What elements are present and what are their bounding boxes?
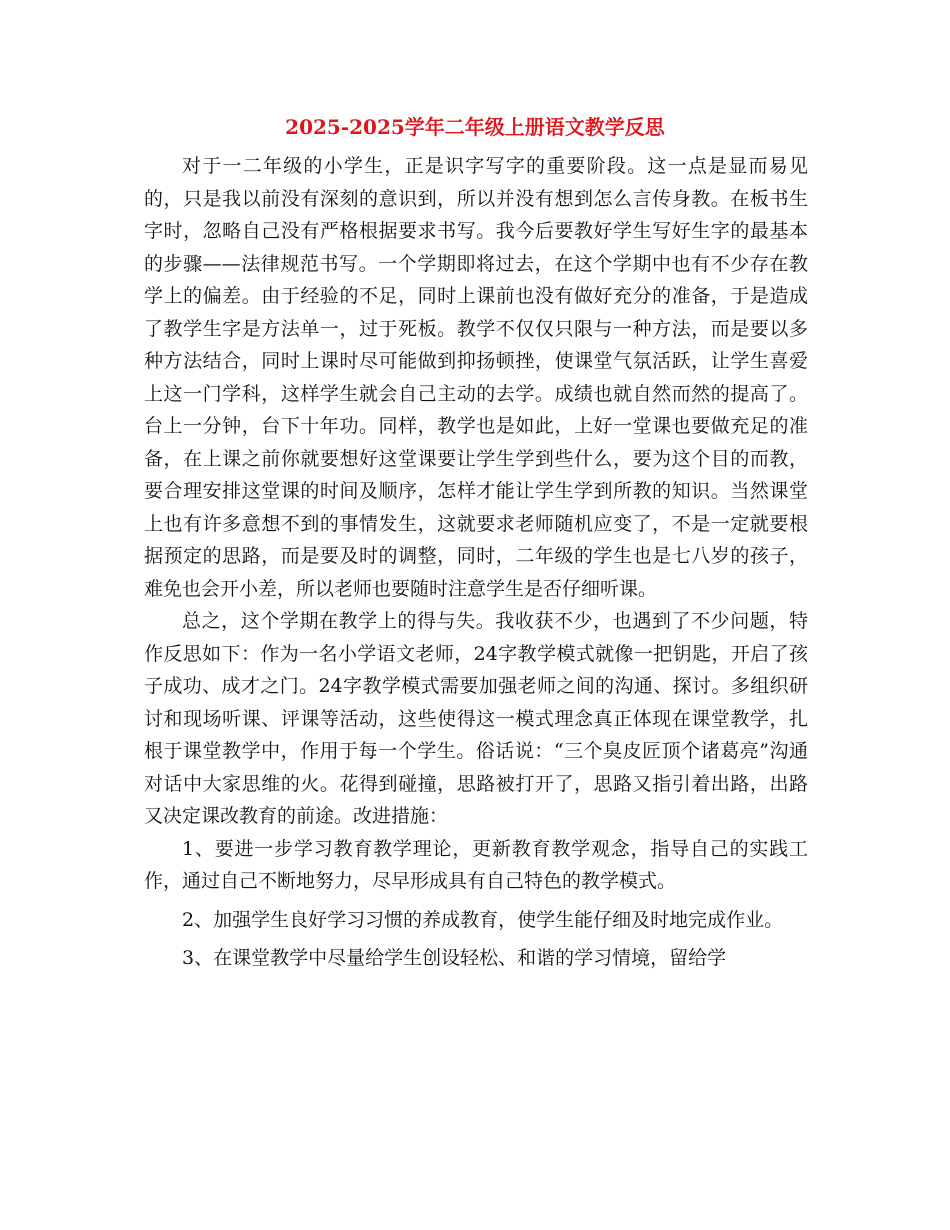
document-title: 2025-2025学年二年级上册语文教学反思 [285,115,665,139]
list-item-measure-1: 1、要进一步学习教育教学理论，更新教育教学观念，指导自己的实践工作，通过自己不断地努力，尽早形成具有自己特色的教学模式。 [144,837,808,892]
paragraph-summary: 总之，这个学期在教学上的得与失。我收获不少，也遇到了不少问题，特作反思如下：作为一名小学语文老师，24字教学模式就像一把钥匙，开启了孩子成功、成才之门。24字教学模式需要加强老师之间的沟通、探讨。多组织研讨和现场听课、评课等活动，这些使得这一模式理念真正体现在课堂教学，扎根于课堂教学中，作用于每一个学生。俗话说：“三个臭皮匠顶个诸葛亮”沟通对话中大家思维的火。花得到碰撞，思路被打开了，思路又指引着出路，出路又决定课改教育的前途。改进措施： [144,610,808,827]
paragraph-reflection: 对于一二年级的小学生，正是识字写字的重要阶段。这一点是显而易见的，只是我以前没有深刻的意识到，所以并没有想到怎么言传身教。在板书生字时，忽略自己没有严格根据要求书写。我今后要教好学生写好生字的最基本的步骤——法律规范书写。一个学期即将过去，在这个学期中也有不少存在教学上的偏差。由于经验的不足，同时上课前也没有做好充分的准备，于是造成了教学生字是方法单一，过于死板。教学不仅仅只限与一种方法，而是要以多种方法结合，同时上课时尽可能做到抑扬顿挫，使课堂气氛活跃，让学生喜爱上这一门学科，这样学生就会自己主动的去学。成绩也就自然而然的提高了。台上一分钟，台下十年功。同样，教学也是如此，上好一堂课也要做充足的准备，在上课之前你就要想好这堂课要让学生学到些什么，要为这个目的而教，要合理安排这堂课的时间及顺序，怎样才能让学生学到所教的知识。当然课堂上也有许多意想不到的事情发生，这就要求老师随机应变了，不是一定就要根据预定的思路，而是要及时的调整，同时，二年级的学生也是七八岁的孩子，难免也会开小差，所以老师也要随时注意学生是否仔细听课。 [144,155,808,600]
list-item-measure-3: 3、在课堂教学中尽量给学生创设轻松、和谐的学习情境，留给学 [182,947,727,969]
list-item-measure-2: 2、加强学生良好学习习惯的养成教育，使学生能仔细及时地完成作业。 [182,908,784,931]
document-body [144,150,808,975]
